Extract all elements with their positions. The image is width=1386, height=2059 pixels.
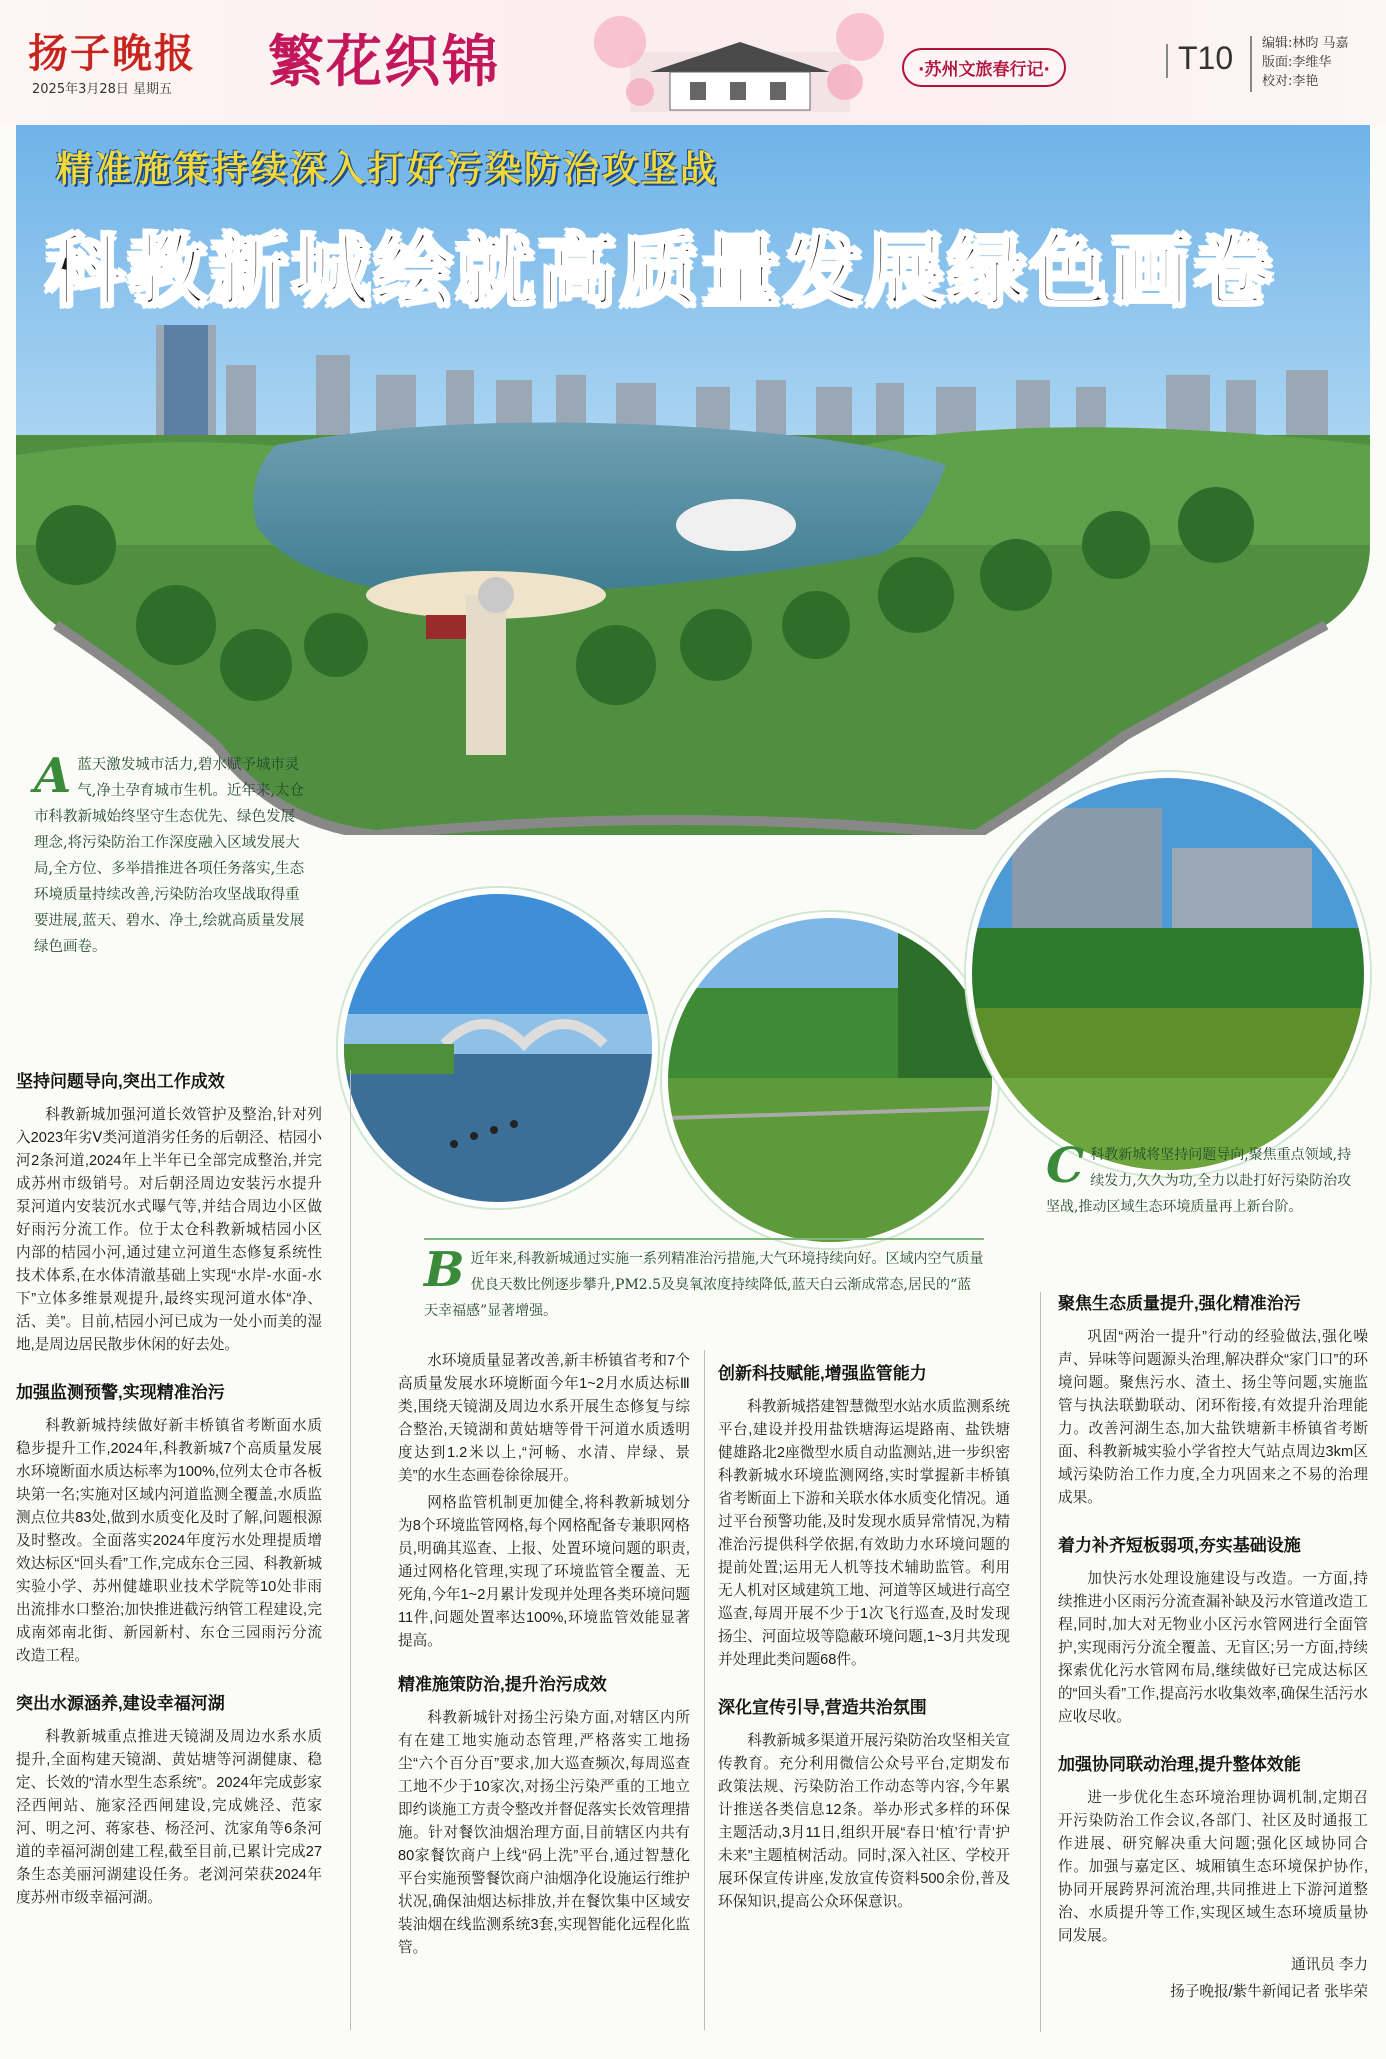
section-heading: 加强监测预警,实现精准治污	[16, 1383, 225, 1402]
kicker-headline: 精准施策持续深入打好污染防治攻坚战	[56, 148, 720, 190]
intro-a	[34, 748, 306, 960]
byline-correspondent: 通讯员 李力	[1290, 1957, 1368, 1973]
column-title: 繁花织锦	[268, 29, 500, 95]
intro-letter-a: A	[34, 748, 72, 804]
intro-letter-b: B	[424, 1242, 465, 1298]
section-heading: 深化宣传引导,营造共治氛围	[718, 1698, 927, 1717]
section-paragraph: 网格监管机制更加健全,将科教新城划分为8个环境监管网格,每个网格配备专兼职网格员,明确其巡查、上报、处置环境问题的职责,通过网格化管理,实现了环境监管全覆盖、无死角,今年1~2月累计发现并处理各类环境问题11件,问题处置率达100%,环境监管效能显著提高。	[398, 1495, 690, 1649]
section-paragraph: 水环境质量显著改善,新丰桥镇省考和7个高质量发展水环境断面今年1~2月水质达标Ⅲ类,围绕天镜湖及周边水系开展生态修复与综合整治,天镜湖和黄姑塘等骨干河道水质透明度达到1.2米以上,“河畅、水清、岸绿、景美”的水生态画卷徐徐展开。	[398, 1353, 690, 1484]
editor-line: 编辑:林昀 马嘉	[1262, 36, 1349, 51]
page-number: T10	[1178, 40, 1234, 76]
section-paragraph: 进一步优化生态环境治理协调机制,定期召开污染防治工作会议,各部门、社区及时通报工作进展、研究解决重大问题;强化区域协同合作。加强与嘉定区、城厢镇生态环境保护协作,协同开展跨界河流治理,共同推进上下游河道整治、水质提升等工作,实现区域生态环境质量协同发展。	[1058, 1790, 1368, 1944]
section-paragraph: 巩固“两治一提升”行动的经验做法,强化噪声、异味等问题源头治理,解决群众“家门口”的环境问题。聚焦污水、渣土、扬尘等问题,实施监管与执法联勤联动、闭环衔接,有效提升治理能力。改善河湖生态,加大盐铁塘新丰桥镇省考断面、科教新城实验小学省控大气站点周边3km区域污染防治工作力度,全力巩固来之不易的治理成果。	[1058, 1329, 1368, 1506]
column-divider	[704, 1350, 705, 2030]
main-headline: 科教新城绘就高质量发展绿色画卷	[46, 227, 1277, 317]
section-paragraph: 科教新城重点推进天镜湖及周边水系水质提升,全面构建天镜湖、黄姑塘等河湖健康、稳定、长效的“清水型生态系统”。2024年完成彭家泾西闸站、施家泾西闸建设,完成姚泾、范家河、明之河、蒋家巷、杨泾河、沈家角等6条河道的幸福河湖创建工程,截至目前,已累计完成27条生态美丽河湖建设任务。老浏河荣获2024年度苏州市级幸福河湖。	[16, 1729, 322, 1906]
intro-letter-c: C	[1046, 1138, 1085, 1194]
issue-date: 2025年3月28日 星期五	[32, 82, 173, 97]
intro-b	[424, 1238, 984, 1324]
newspaper-logo: 扬子晚报	[28, 30, 196, 77]
intro-c	[1046, 1138, 1352, 1220]
intro-a-text: 蓝天激发城市活力,碧水赋予城市灵气,净土孕育城市生机。近年来,太仓市科教新城始终坚守生态优先、绿色发展理念,将污染防治工作深度融入区域发展大局,全方位、多举措推进各项任务落实,生态环境质量持续改善,污染防治攻坚战取得重要进展,蓝天、碧水、净土,绘就高质量发展绿色画卷。	[34, 757, 305, 955]
section-paragraph: 科教新城加强河道长效管护及整治,针对列入2023年劣Ⅴ类河道消劣任务的后朝泾、桔园小河2条河道,2024年上半年已全部完成整治,并完成苏州市级销号。对后朝泾周边安装污水提升泵河道内安装沉水式曝气等,并结合周边小区做好雨污分流工作。位于太仓科教新城桔园小区内部的桔园小河,通过建立河道生态修复系统性技术体系,在水体清澈基础上实现“水岸-水面-水下”立体多维景观提升,最终实现河道水体“净、活、美”。目前,桔园小河已成为一处小而美的湿地,是周边居民散步休闲的好去处。	[16, 1107, 322, 1353]
hero-panorama	[16, 125, 1370, 835]
intro-c-text: 科教新城将坚持问题导向,聚焦重点领域,持续发力,久久为功,全力以赴打好污染防治攻坚战,推动区域生态环境质量再上新台阶。	[1046, 1147, 1352, 1215]
section-heading: 着力补齐短板弱项,夯实基础设施	[1058, 1536, 1301, 1555]
section-heading: 聚焦生态质量提升,强化精准治污	[1058, 1294, 1301, 1313]
section-paragraph: 科教新城多渠道开展污染防治攻坚相关宣传教育。充分利用微信公众号平台,定期发布政策法规、污染防治工作动态等内容,今年累计推送各类信息12条。举办形式多样的环保主题活动,3月11日,组织开展“春日‘植’行‘青’护未来”主题植树活动。同时,深入社区、学校开展环保宣传讲座,发放宣传资料500余份,普及环保知识,提高公众环保意识。	[718, 1733, 1010, 1910]
byline-reporter: 扬子晚报/紫牛新闻记者 张毕荣	[1170, 1984, 1368, 2000]
column-divider	[1040, 1292, 1041, 2032]
article-column-2	[398, 1350, 690, 1964]
layout-line: 版面:李维华	[1262, 55, 1332, 70]
intro-b-text: 近年来,科教新城通过实施一系列精准治污措施,大气环境持续向好。区域内空气质量优良天数比例逐步攀升,PM2.5及臭氧浓度持续降低,蓝天白云渐成常态,居民的“蓝天幸福感”显著增强。	[424, 1251, 984, 1319]
section-paragraph: 加快污水处理设施建设与改造。一方面,持续推进小区雨污分流查漏补缺及污水管道改造工程,同时,加大对无物业小区污水管网进行全面管护,实现雨污分流全覆盖、无盲区;另一方面,持续探索优化污水管网布局,继续做好已完成达标区的“回头看”工作,提高污水收集效率,确保生活污水应收尽收。	[1058, 1571, 1368, 1725]
section-paragraph: 科教新城搭建智慧微型水站水质监测系统平台,建设并投用盐铁塘海运堤路南、盐铁塘健雄路北2座微型水质自动监测站,进一步织密科教新城水环境监测网络,实时掌握新丰桥镇省考断面上下游和关联水体水质变化情况。通过平台预警功能,及时发现水质异常情况,为精准治污提供科学依据,有效助力水环境问题的提前处置;运用无人机等技术辅助监管。利用无人机对区域建筑工地、河道等区域进行高空巡查,每周开展不少于1次飞行巡查,及时发现扬尘、河面垃圾等隐蔽环境问题,1~3月共发现并处理此类问题68件。	[718, 1399, 1010, 1668]
section-heading: 创新科技赋能,增强监管能力	[718, 1364, 927, 1383]
section-heading: 坚持问题导向,突出工作成效	[16, 1072, 225, 1091]
building-pond-photo	[966, 772, 1370, 1176]
masthead	[0, 0, 1386, 125]
editor-credits	[1262, 34, 1349, 91]
series-badge: ·苏州文旅春行记·	[902, 48, 1066, 87]
section-paragraph: 科教新城针对扬尘污染方面,对辖区内所有在建工地实施动态管理,严格落实工地扬尘“六个百分百”要求,加大巡查频次,每周巡查工地不少于10家次,对扬尘污染严重的工地立即约谈施工方责令整改并督促落实长效管理措施。针对餐饮油烟治理方面,目前辖区内共有80家餐饮商户上线“码上洗”平台,通过智慧化平台实施预警餐饮商户油烟净化设施运行维护状况,确保油烟达标排放,并在餐饮集中区域安装油烟在线监测系统3套,实现智能化远程化监管。	[398, 1710, 690, 1956]
article-column-1	[16, 1070, 322, 1934]
section-heading: 加强协同联动治理,提升整体效能	[1058, 1755, 1301, 1774]
canal-trees-photo	[662, 912, 998, 1248]
article-column-4	[1058, 1292, 1368, 2008]
article-column-3	[718, 1362, 1010, 1938]
column-divider	[350, 1070, 351, 2030]
section-heading: 精准施策防治,提升治污成效	[398, 1675, 607, 1694]
bridge-river-photo	[338, 888, 658, 1208]
proofread-line: 校对:李艳	[1262, 74, 1319, 89]
section-paragraph: 科教新城持续做好新丰桥镇省考断面水质稳步提升工作,2024年,科教新城7个高质量发展水环境断面水质达标率为100%,位列太仓市各板块第一名;实施对区域内河道监测全覆盖,水质监测点位共83处,做到水质变化及时了解,问题根源及时整改。全面落实2024年度污水处理提质增效达标区“回头看”工作,完成东仓三园、科教新城实验小学、苏州健雄职业技术学院等10处非雨出流排水口整治;加快推进截污纳管工程建设,完成南郊南北街、新园新村、东仓三园雨污分流改造工程。	[16, 1418, 322, 1664]
blossom-scenery-illustration	[590, 12, 890, 117]
section-heading: 突出水源涵养,建设幸福河湖	[16, 1694, 225, 1713]
